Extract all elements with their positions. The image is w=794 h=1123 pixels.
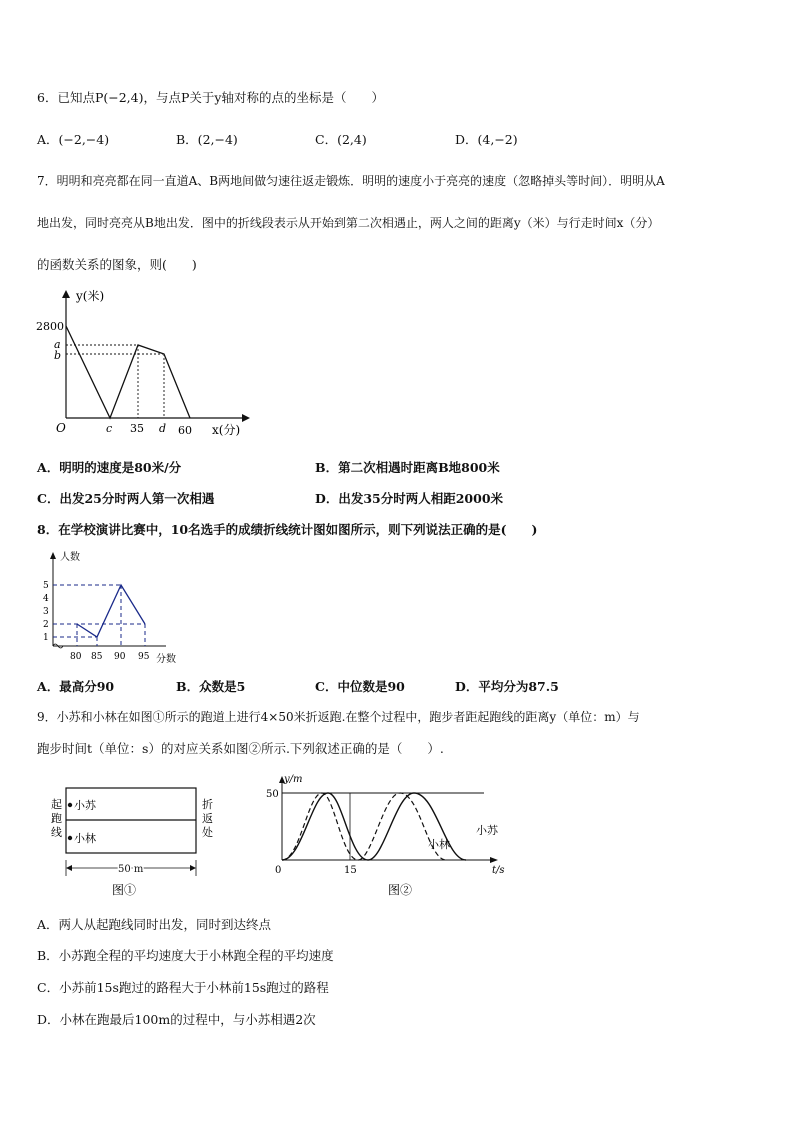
q8-xtick-80: 80 — [70, 652, 82, 662]
q8-option-c: C．中位数是90 — [315, 679, 405, 694]
q9-running-graph — [266, 772, 512, 902]
q6-option-c: C．(2,4) — [315, 132, 367, 147]
q9-su-marker — [68, 803, 72, 807]
q7-tick-35: 35 — [130, 422, 144, 435]
q9-option-a: A．两人从起跑线同时出发，同时到达终点 — [37, 917, 272, 932]
q9-turn-label-1: 折 — [202, 798, 213, 811]
q7-option-c: C．出发25分时两人第一次相遇 — [37, 491, 215, 506]
q9-fig1-caption: 图① — [112, 883, 137, 897]
q8-ytick-5: 5 — [43, 581, 49, 591]
q8-xtick-85: 85 — [91, 652, 103, 662]
q9-origin-label: 0 — [275, 865, 282, 876]
q8-xtick-90: 90 — [114, 652, 126, 662]
q9-start-line-label-2: 跑 — [51, 812, 62, 825]
q9-lin-marker — [68, 836, 72, 840]
q8-stem: 8．在学校演讲比赛中，10名选手的成绩折线统计图如图所示，则下列说法正确的是( ) — [37, 522, 538, 537]
q9-su-label: 小苏 — [74, 799, 96, 812]
q7-tick-a: a — [54, 338, 61, 351]
q7-tick-c: c — [106, 422, 113, 435]
q8-option-b: B．众数是5 — [176, 679, 246, 694]
q7-option-a: A．明明的速度是80米/分 — [37, 460, 182, 475]
q9-ylabel: y/m — [284, 774, 303, 785]
q8-xtick-95: 95 — [138, 652, 150, 662]
q6-stem: 6．已知点P(−2,4)，与点P关于y轴对称的点的坐标是（ ） — [37, 90, 384, 105]
q9-stem-line1: 9．小苏和小林在如图①所示的跑道上进行4×50米折返跑.在整个过程中，跑步者距起跑线的距离y（单位：m）与 — [37, 710, 640, 724]
q7-tick-b: b — [54, 349, 62, 362]
q7-option-b: B．第二次相遇时距离B地800米 — [315, 460, 500, 475]
q9-option-c: C．小苏前15s跑过的路程大于小林前15s跑过的路程 — [37, 980, 329, 995]
q9-length-label: 50 m — [118, 864, 144, 875]
q9-lin-curve-label: 小林 — [428, 838, 450, 851]
q7-stem-line1: 7．明明和亮亮都在同一直道A、B两地间做匀速往返走锻炼．明明的速度小于亮亮的速度（忽略掉头等时间）．明明从A — [37, 174, 665, 188]
q7-distance-polyline — [66, 326, 190, 418]
q8-option-d: D．平均分为87.5 — [455, 679, 559, 694]
q9-option-d: D．小林在跑最后100m的过程中，与小苏相遇2次 — [37, 1012, 316, 1027]
q8-ylabel: 人数 — [60, 552, 80, 563]
q7-origin-label: O — [56, 421, 66, 435]
q9-y50-label: 50 — [266, 789, 279, 800]
q7-tick-60: 60 — [178, 424, 192, 437]
q9-fig2-caption: 图② — [388, 883, 413, 897]
q8-option-a: A．最高分90 — [37, 679, 115, 694]
q8-ytick-2: 2 — [43, 620, 49, 630]
q9-option-b: B．小苏跑全程的平均速度大于小林跑全程的平均速度 — [37, 948, 334, 963]
q7-stem-line3: 的函数关系的图象，则( ) — [37, 257, 197, 272]
q7-ylabel: y(米) — [76, 289, 105, 303]
q9-xlabel: t/s — [492, 865, 505, 876]
q7-tick-2800: 2800 — [36, 320, 64, 333]
q7-tick-d: d — [159, 422, 167, 435]
q9-turn-label-2: 返 — [202, 812, 213, 825]
q9-start-line-label-3: 线 — [51, 826, 62, 839]
q8-xlabel: 分数 — [156, 654, 176, 665]
q8-ytick-3: 3 — [43, 607, 49, 617]
q9-su-curve-label: 小苏 — [476, 824, 498, 837]
q7-option-d: D．出发35分时两人相距2000米 — [315, 491, 504, 506]
q8-frequency-polyline — [77, 585, 145, 637]
q6-option-d: D．(4,−2) — [455, 132, 518, 147]
q7-xlabel: x(分) — [212, 423, 241, 437]
q6-option-a: A．(−2,−4) — [37, 132, 110, 147]
q6-option-b: B．(2,−4) — [176, 132, 238, 147]
q7-distance-time-graph — [34, 282, 264, 444]
q9-x15-label: 15 — [344, 865, 357, 876]
q9-lin-label: 小林 — [74, 832, 96, 845]
q9-start-line-label-1: 起 — [51, 798, 62, 811]
q9-track-figure — [46, 778, 246, 900]
q8-ytick-4: 4 — [43, 594, 49, 604]
q8-score-line-chart — [36, 548, 196, 670]
q8-ytick-1: 1 — [43, 633, 49, 643]
q9-stem-line2: 跑步时间t（单位：s）的对应关系如图②所示.下列叙述正确的是（ ）. — [37, 741, 444, 756]
q9-turn-label-3: 处 — [202, 826, 213, 839]
q7-stem-line2: 地出发，同时亮亮从B地出发．图中的折线段表示从开始到第二次相遇止，两人之间的距离y（米）与行走时间x（分） — [37, 216, 660, 230]
